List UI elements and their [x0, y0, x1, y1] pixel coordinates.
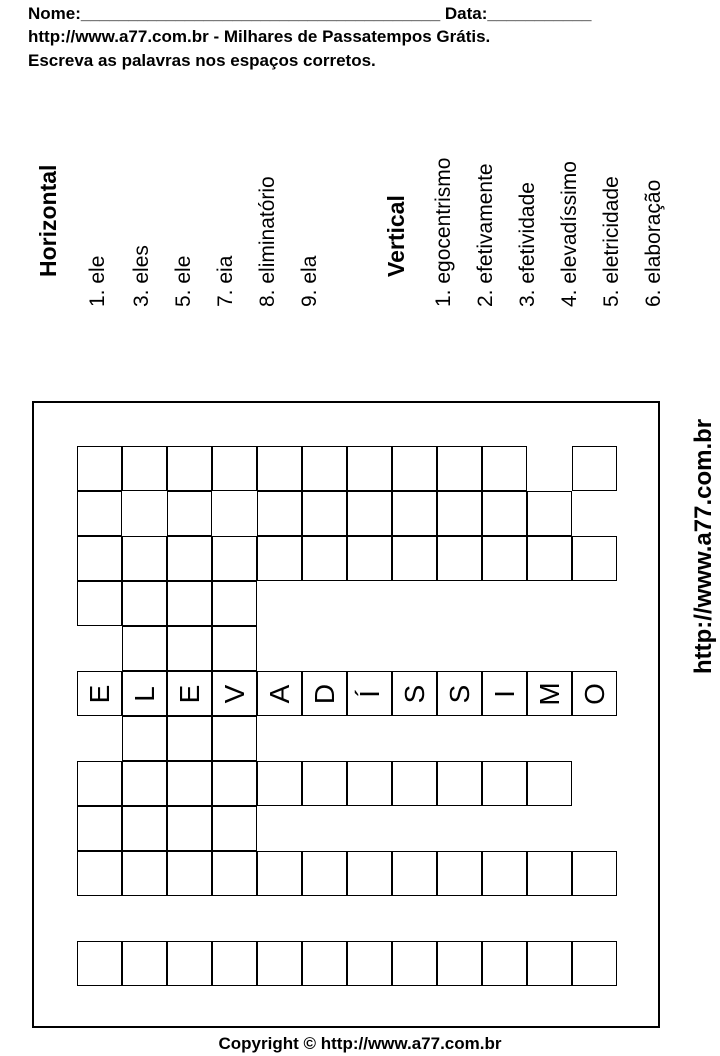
horizontal-clue: 3. eles: [130, 245, 153, 307]
crossword-letter-cell[interactable]: [212, 671, 257, 716]
crossword-cell[interactable]: [347, 536, 392, 581]
crossword-cell[interactable]: [302, 536, 347, 581]
crossword-cell[interactable]: [347, 446, 392, 491]
crossword-letter-cell[interactable]: [257, 671, 302, 716]
crossword-cell[interactable]: [347, 941, 392, 986]
crossword-cell[interactable]: [392, 941, 437, 986]
crossword-cell[interactable]: [257, 491, 302, 536]
cell-letter: L: [128, 685, 160, 702]
crossword-cell[interactable]: [482, 491, 527, 536]
crossword-letter-cell[interactable]: [392, 671, 437, 716]
crossword-letter-cell[interactable]: [527, 671, 572, 716]
vertical-clue: 3. efetividade: [516, 182, 539, 307]
vertical-clue: 1. egocentrismo: [432, 157, 455, 307]
crossword-cell[interactable]: [257, 761, 302, 806]
crossword-cell[interactable]: [437, 761, 482, 806]
crossword-cell[interactable]: [167, 446, 212, 491]
crossword-cell[interactable]: [347, 491, 392, 536]
crossword-cell[interactable]: [392, 851, 437, 896]
vertical-title: Vertical: [383, 195, 409, 277]
crossword-cell[interactable]: [167, 761, 212, 806]
crossword-cell[interactable]: [347, 761, 392, 806]
crossword-cell[interactable]: [392, 761, 437, 806]
crossword-cell[interactable]: [257, 536, 302, 581]
crossword-letter-cell[interactable]: [347, 671, 392, 716]
crossword-cell[interactable]: [392, 491, 437, 536]
crossword-cell[interactable]: [482, 446, 527, 491]
crossword-cell[interactable]: [77, 491, 122, 536]
horizontal-clue: 7. eia: [214, 255, 237, 307]
horizontal-title: Horizontal: [35, 164, 61, 277]
cell-letter: S: [443, 684, 475, 703]
crossword-cell[interactable]: [77, 581, 122, 626]
crossword-cell[interactable]: [257, 446, 302, 491]
horizontal-clue: 1. ele: [86, 255, 109, 307]
crossword-cell[interactable]: [572, 536, 617, 581]
crossword-cell[interactable]: [482, 851, 527, 896]
crossword-cell[interactable]: [347, 851, 392, 896]
crossword-cell[interactable]: [122, 581, 167, 626]
crossword-cell[interactable]: [257, 851, 302, 896]
vertical-clue: 5. eletricidade: [600, 176, 623, 307]
crossword-cell[interactable]: [122, 851, 167, 896]
cell-letter: O: [578, 682, 610, 705]
crossword-cell[interactable]: [122, 716, 167, 761]
crossword-cell[interactable]: [212, 446, 257, 491]
crossword-cell[interactable]: [77, 761, 122, 806]
crossword-cell[interactable]: [212, 581, 257, 626]
cell-letter: M: [533, 681, 565, 706]
crossword-cell[interactable]: [212, 761, 257, 806]
crossword-cell[interactable]: [482, 536, 527, 581]
crossword-cell[interactable]: [77, 446, 122, 491]
crossword-cell[interactable]: [302, 446, 347, 491]
crossword-cell[interactable]: [212, 851, 257, 896]
crossword-cell[interactable]: [527, 941, 572, 986]
crossword-letter-cell[interactable]: [77, 671, 122, 716]
crossword-letter-cell[interactable]: [167, 671, 212, 716]
cell-letter: S: [398, 684, 430, 703]
crossword-cell[interactable]: [212, 626, 257, 671]
copyright: Copyright © http://www.a77.com.br: [218, 1034, 502, 1053]
crossword-cell[interactable]: [212, 806, 257, 851]
crossword-cell[interactable]: [437, 446, 482, 491]
horizontal-clue: 9. ela: [298, 255, 321, 307]
cell-letter: E: [173, 684, 205, 703]
crossword-cell[interactable]: [122, 626, 167, 671]
crossword-cell[interactable]: [257, 941, 302, 986]
crossword-cell[interactable]: [572, 851, 617, 896]
crossword-cell[interactable]: [167, 581, 212, 626]
crossword-cell[interactable]: [437, 851, 482, 896]
crossword-cell[interactable]: [77, 536, 122, 581]
crossword-cell[interactable]: [302, 761, 347, 806]
crossword-cell[interactable]: [167, 491, 212, 536]
crossword-cell[interactable]: [527, 851, 572, 896]
vertical-clue: 2. efetivamente: [474, 163, 497, 307]
site-tagline: http://www.a77.com.br - Milhares de Passatempos Grátis.: [28, 27, 491, 46]
crossword-cell[interactable]: [302, 941, 347, 986]
crossword-cell[interactable]: [77, 806, 122, 851]
crossword-cell[interactable]: [212, 536, 257, 581]
crossword-cell[interactable]: [572, 941, 617, 986]
crossword-cell[interactable]: [122, 446, 167, 491]
crossword-cell[interactable]: [482, 761, 527, 806]
crossword-cell[interactable]: [167, 536, 212, 581]
crossword-cell[interactable]: [527, 491, 572, 536]
crossword-cell[interactable]: [167, 941, 212, 986]
cell-letter: Í: [353, 689, 385, 698]
crossword-cell[interactable]: [527, 536, 572, 581]
cell-letter: E: [83, 684, 115, 703]
crossword-letter-cell[interactable]: [437, 671, 482, 716]
cell-letter: V: [218, 684, 250, 703]
crossword-cell[interactable]: [77, 941, 122, 986]
crossword-cell[interactable]: [122, 941, 167, 986]
crossword-letter-cell[interactable]: [572, 671, 617, 716]
crossword-cell[interactable]: [392, 446, 437, 491]
crossword-cell[interactable]: [122, 761, 167, 806]
crossword-letter-cell[interactable]: [122, 671, 167, 716]
crossword-cell[interactable]: [167, 626, 212, 671]
crossword-cell[interactable]: [212, 716, 257, 761]
crossword-cell[interactable]: [167, 716, 212, 761]
crossword-cell[interactable]: [437, 491, 482, 536]
crossword-cell[interactable]: [482, 941, 527, 986]
crossword-cell[interactable]: [167, 851, 212, 896]
cell-letter: I: [488, 689, 520, 698]
crossword-cell[interactable]: [77, 851, 122, 896]
crossword-cell[interactable]: [122, 536, 167, 581]
horizontal-clue: 5. ele: [172, 255, 195, 307]
name-date-line: Nome:______________________________________ Data:___________: [28, 4, 592, 23]
crossword-letter-cell[interactable]: [302, 671, 347, 716]
crossword-cell[interactable]: [527, 761, 572, 806]
crossword-cell[interactable]: [572, 446, 617, 491]
crossword-cell[interactable]: [437, 941, 482, 986]
side-url: http://www.a77.com.br: [690, 418, 717, 674]
crossword-cell[interactable]: [302, 491, 347, 536]
crossword-letter-cell[interactable]: [482, 671, 527, 716]
crossword-cell[interactable]: [212, 941, 257, 986]
vertical-clue: 4. elevadíssimo: [558, 161, 581, 307]
crossword-cell[interactable]: [302, 851, 347, 896]
cell-letter: D: [308, 683, 340, 704]
crossword-cell[interactable]: [167, 806, 212, 851]
vertical-clue: 6. elaboração: [642, 179, 665, 307]
horizontal-clue: 8. eliminatório: [256, 176, 279, 307]
cell-letter: A: [263, 684, 295, 703]
instructions: Escreva as palavras nos espaços corretos.: [28, 51, 376, 70]
crossword-cell[interactable]: [437, 536, 482, 581]
crossword-cell[interactable]: [392, 536, 437, 581]
crossword-cell[interactable]: [122, 806, 167, 851]
